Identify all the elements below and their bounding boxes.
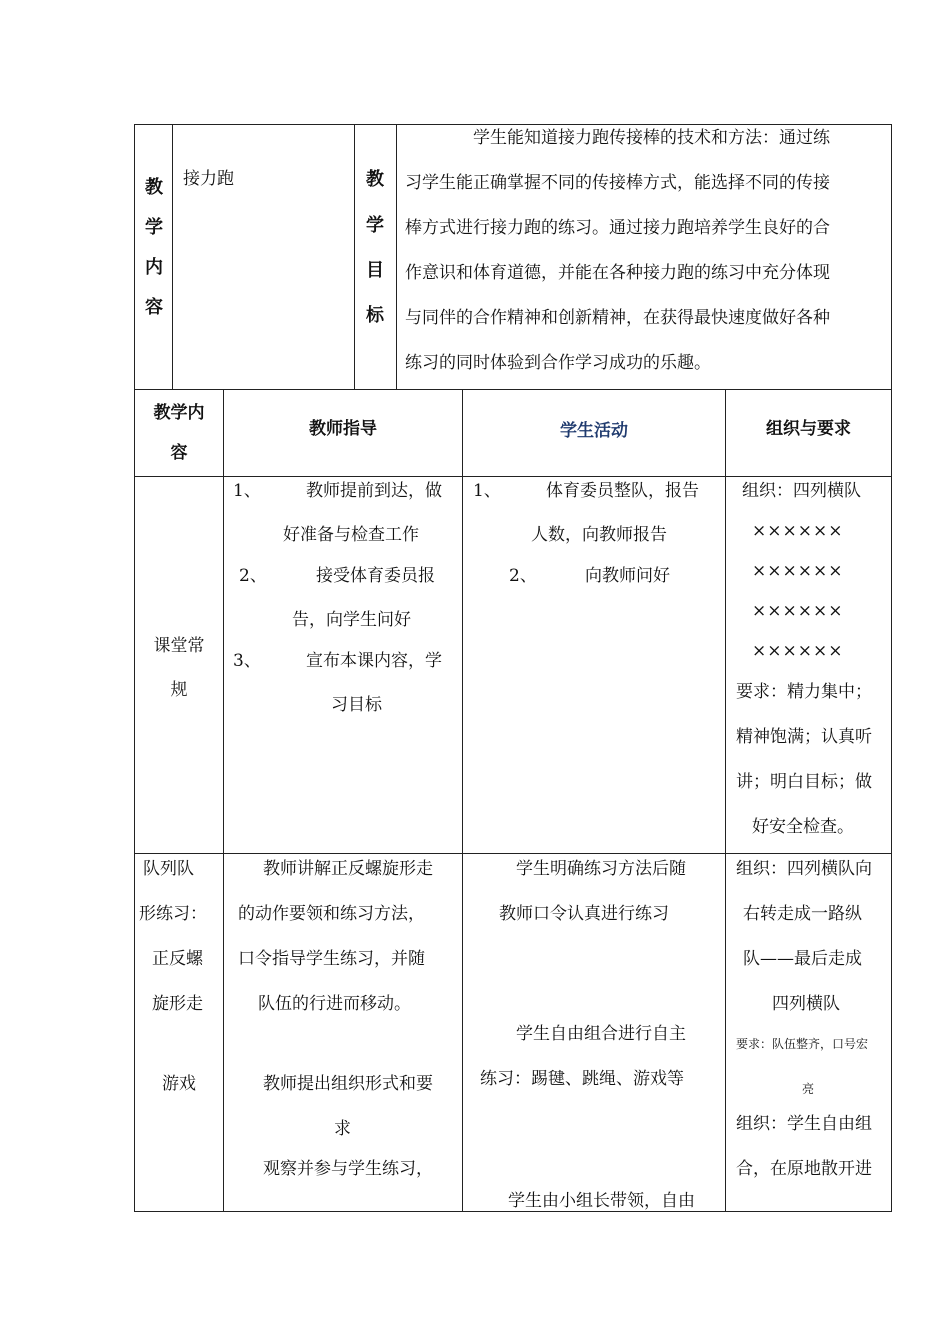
row1-section bbox=[136, 624, 222, 712]
org-req-line: 要求：队伍整齐，口号宏 bbox=[736, 1037, 869, 1051]
formation-row: ×××××× bbox=[752, 561, 844, 581]
student-line: 学生自由组合进行自主 bbox=[516, 1024, 686, 1044]
student-step-text: 人数，向教师报告 bbox=[531, 525, 667, 545]
table-border-top bbox=[134, 124, 892, 125]
table-border-left bbox=[134, 124, 135, 1212]
goal-line: 棒方式进行接力跑的练习。通过接力跑培养学生良好的合 bbox=[405, 218, 830, 238]
student-line: 练习：踢毽、跳绳、游戏等 bbox=[480, 1069, 684, 1089]
teacher-step-num: 3、 bbox=[233, 651, 261, 671]
org-line: 合，在原地散开进 bbox=[736, 1159, 872, 1179]
goal-label-char: 目 bbox=[366, 260, 384, 281]
org-title: 组织：四列横队 bbox=[742, 481, 861, 501]
teacher-line: 队伍的行进而移动。 bbox=[258, 994, 411, 1014]
teacher-line: 观察并参与学生练习， bbox=[263, 1159, 433, 1179]
table-divider-row1 bbox=[134, 853, 892, 854]
row1-section-line: 课堂常 bbox=[153, 636, 205, 656]
student-line: 学生由小组长带领，自由 bbox=[508, 1191, 695, 1211]
teacher-line: 的动作要领和练习方法， bbox=[238, 904, 425, 924]
row1-section-line: 规 bbox=[170, 680, 188, 700]
student-step-num: 2、 bbox=[509, 566, 537, 586]
header-content-line: 容 bbox=[170, 443, 188, 463]
teacher-line: 教师讲解正反螺旋形走 bbox=[263, 859, 433, 879]
top-divider-a bbox=[172, 124, 173, 390]
content-label-char: 内 bbox=[145, 257, 163, 278]
header-teacher: 教师指导 bbox=[309, 419, 377, 439]
teacher-step-num: 1、 bbox=[233, 481, 261, 501]
org-line: 四列横队 bbox=[772, 994, 840, 1014]
teacher-line: 教师提出组织形式和要 bbox=[263, 1074, 433, 1094]
student-step-text: 向教师问好 bbox=[585, 566, 670, 586]
row2-section-line: 正反螺 bbox=[152, 949, 203, 969]
teacher-step-num: 2、 bbox=[239, 566, 267, 586]
col-divider-1 bbox=[223, 389, 224, 1212]
goal-line: 学生能知道接力跑传接棒的技术和方法：通过练 bbox=[473, 128, 830, 148]
org-req-line: 精神饱满；认真听 bbox=[736, 727, 872, 747]
row2-section-line: 游戏 bbox=[162, 1074, 196, 1094]
teacher-line: 口令指导学生练习，并随 bbox=[238, 949, 425, 969]
student-line: 学生明确练习方法后随 bbox=[516, 859, 686, 879]
org-line: 组织：四列横队向 bbox=[736, 859, 872, 879]
goal-line: 与同伴的合作精神和创新精神，在获得最快速度做好各种 bbox=[405, 308, 830, 328]
teacher-step-text: 好准备与检查工作 bbox=[283, 525, 419, 545]
goal-label-char: 学 bbox=[366, 215, 384, 236]
row2-section-line: 旋形走 bbox=[152, 994, 203, 1014]
org-req-line: 好安全检查。 bbox=[752, 817, 854, 837]
header-content bbox=[136, 393, 222, 473]
teacher-step-text: 接受体育委员报 bbox=[316, 566, 435, 586]
org-line: 队——最后走成 bbox=[743, 949, 862, 969]
col-divider-3 bbox=[725, 389, 726, 1212]
content-label-char: 容 bbox=[145, 297, 163, 318]
student-step-num: 1、 bbox=[473, 481, 501, 501]
student-line: 教师口令认真进行练习 bbox=[499, 904, 669, 924]
goal-line: 习学生能正确掌握不同的传接棒方式，能选择不同的传接 bbox=[405, 173, 830, 193]
goal-line: 作意识和体育道德，并能在各种接力跑的练习中充分体现 bbox=[405, 263, 830, 283]
org-req-line: 亮 bbox=[802, 1082, 815, 1096]
teacher-step-text: 宣布本课内容，学 bbox=[306, 651, 442, 671]
org-req-line: 要求：精力集中； bbox=[736, 682, 872, 702]
table-divider-header bbox=[134, 476, 892, 477]
formation-row: ×××××× bbox=[752, 521, 844, 541]
goal-label-char: 教 bbox=[366, 169, 384, 190]
teacher-step-text: 教师提前到达，做 bbox=[306, 481, 442, 501]
content-label-char: 教 bbox=[145, 177, 163, 198]
table-divider-top-row bbox=[134, 389, 892, 390]
org-req-line: 讲；明白目标；做 bbox=[736, 772, 872, 792]
student-step-text: 体育委员整队，报告 bbox=[546, 481, 699, 501]
col-divider-2 bbox=[462, 389, 463, 1212]
org-line: 右转走成一路纵 bbox=[743, 904, 862, 924]
content-value: 接力跑 bbox=[183, 169, 234, 189]
header-content-line: 教学内 bbox=[153, 403, 205, 423]
goal-label-char: 标 bbox=[366, 305, 384, 326]
org-line: 组织：学生自由组 bbox=[736, 1114, 872, 1134]
header-org: 组织与要求 bbox=[766, 419, 851, 439]
teacher-step-text: 习目标 bbox=[331, 695, 382, 715]
teacher-step-text: 告，向学生问好 bbox=[292, 610, 411, 630]
top-divider-b bbox=[354, 124, 355, 390]
formation-row: ×××××× bbox=[752, 641, 844, 661]
formation-row: ×××××× bbox=[752, 601, 844, 621]
header-student: 学生活动 bbox=[560, 421, 628, 441]
row2-section-line: 队列队 bbox=[143, 859, 194, 879]
teacher-line: 求 bbox=[334, 1119, 351, 1139]
top-divider-c bbox=[396, 124, 397, 390]
table-border-right bbox=[891, 124, 892, 1212]
row2-section-line: 形练习： bbox=[139, 904, 207, 924]
goal-line: 练习的同时体验到合作学习成功的乐趣。 bbox=[405, 353, 711, 373]
content-label-char: 学 bbox=[145, 217, 163, 238]
